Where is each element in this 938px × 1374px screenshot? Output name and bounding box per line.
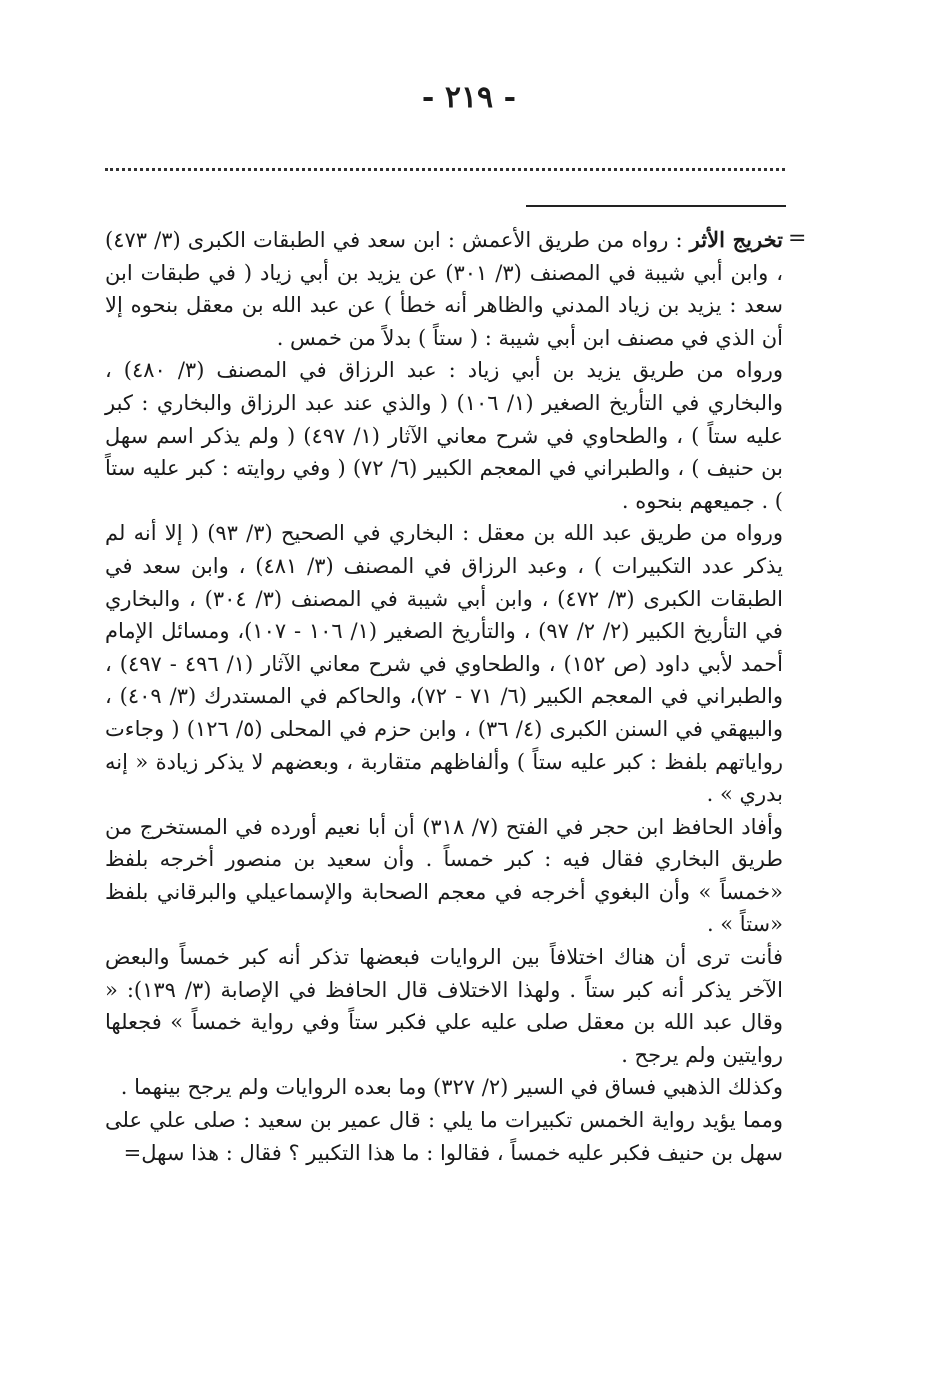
footnote-paragraph (105, 224, 783, 354)
footnote-paragraph: وأفاد الحافظ ابن حجر في الفتح (٧/ ٣١٨) أن أبا نعيم أورده في المستخرج من طريق البخاري فقال فيه : كبر خمساً . وأن سعيد بن منصور أخرجه بلفظ «خمساً » وأن البغوي أخرجه في معجم الصحابة والإسماعيلي والبرقاني بلفظ «ستاً » . (105, 814, 783, 937)
footnote-paragraph: فأنت ترى أن هناك اختلافاً بين الروايات فبعضها تذكر أنه كبر خمساً والبعض الآخر يذكر أنه كبر ستاً . ولهذا الاختلاف قال الحافظ في الإصابة (٣/ ١٣٩): « وقال عبد الله بن معقل صلى عليه علي فكبر ستاً وفي رواية خمساً » فجعلها روايتين ولم يرجح . (105, 945, 783, 1067)
footnote-paragraph-text: : رواه من طريق الأعمش : ابن سعد في الطبقات الكبرى (٣/ ٤٧٣) ، وابن أبي شيبة في المصنف (٣/ ٣٠١) عن يزيد بن أبي زياد ( في طبقات ابن سعد : يزيد بن زياد المدني والظاهر أنه خطأ ) عن عبد الله بن معقل بنحوه إلا أن الذي في مصنف ابن أبي شيبة : ( ستاً ) بدلاً من خمس . (105, 228, 784, 350)
footnote-lead-term: تخريج الأثر (689, 227, 783, 252)
footnote-paragraph: ورواه من طريق عبد الله بن معقل : البخاري في الصحيح (٣/ ٩٣) ( إلا أنه لم يذكر عدد التكبيرات ) ، وعبد الرزاق في المصنف (٣/ ٤٨١) ، وابن سعد في الطبقات الكبرى (٣/ ٤٧٢) ، وابن أبي شيبة في المصنف (٣/ ٣٠٤) ، والبخاري في التأريخ الكبير (٢/ ٢/ ٩٧) ، والتأريخ الصغير (١/ ١٠٦ - ١٠٧)، ومسائل الإمام أحمد لأبي داود (ص ١٥٢) ، والطحاوي في شرح معاني الآثار (١/ ٤٩٦ - ٤٩٧) ، والطبراني في المعجم الكبير (٦/ ٧١ - ٧٢)، والحاكم في المستدرك (٣/ ٤٠٩) ، والبيهقي في السنن الكبرى (٤/ ٣٦) ، وابن حزم في المحلى (٥/ ١٢٦) ( وجاءت رواياتهم بلفظ : كبر عليه ستاً ) وألفاظهم متقاربة ، وبعضهم لا يذكر زيادة « إنه بدري » . (105, 521, 784, 807)
footnote-paragraph: وكذلك الذهبي فساق في السير (٢/ ٣٢٧) وما بعده الروايات ولم يرجح بينهما . (120, 1075, 783, 1100)
header-dotted-divider (105, 168, 785, 171)
page-number: - ٢١٩ - (421, 80, 517, 115)
footnote-paragraph: ومما يؤيد رواية الخمس تكبيرات ما يلي : قال عمير بن سعيد : صلى علي على سهل بن حنيف فكبر عليه خمساً ، فقالوا : ما هذا التكبير ؟ فقال : هذا سهل= (105, 1108, 783, 1165)
footnote-separator (526, 205, 786, 207)
continuation-mark: = (788, 226, 807, 251)
footnote-text (105, 224, 783, 1169)
footnote-paragraph: ورواه من طريق يزيد بن أبي زياد : عبد الرزاق في المصنف (٣/ ٤٨٠) ، والبخاري في التأريخ الصغير (١/ ١٠٦) ( والذي عند عبد الرزاق والبخاري : كبر عليه ستاً ) ، والطحاوي في شرح معاني الآثار (١/ ٤٩٧) ( ولم يذكر اسم سهل بن حنيف ) ، والطبراني في المعجم الكبير (٦/ ٧٢) ( وفي روايته : كبر عليه ستاً ) . جميعهم بنحوه . (105, 358, 783, 513)
